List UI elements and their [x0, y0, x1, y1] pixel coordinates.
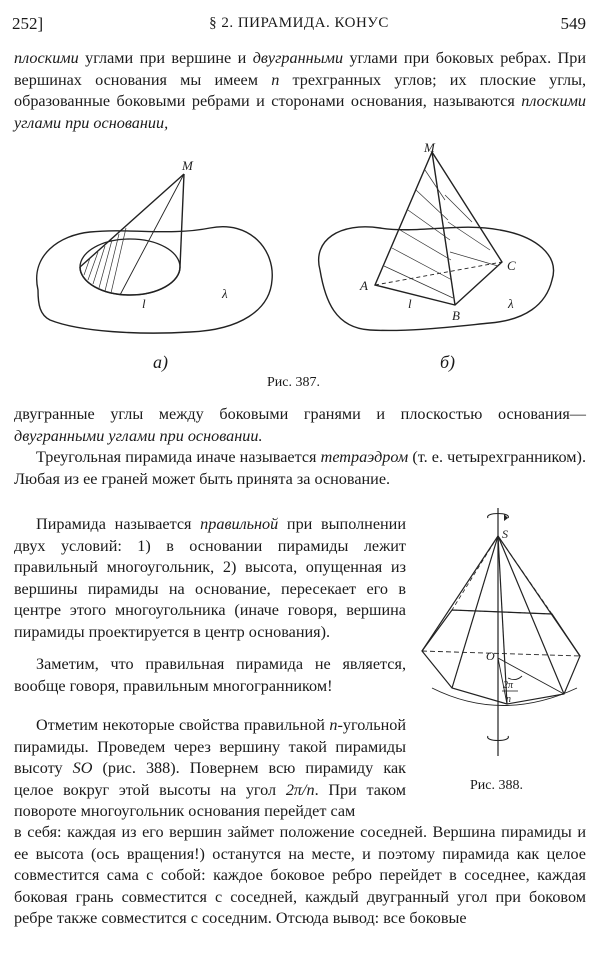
figure-387-caption: Рис. 387. — [267, 375, 320, 390]
pyramid-vertex-c: C — [507, 258, 516, 273]
var-so: SO — [72, 759, 93, 777]
intro-paragraph — [14, 48, 586, 134]
center-label-o: O — [486, 649, 495, 663]
cone-generatrix-label: l — [142, 296, 146, 311]
var-n: n — [271, 70, 280, 89]
text-span: Заметим, что правильная пирамида не является, вообще говоря, правильным многогранником! — [14, 655, 406, 695]
figure-387 — [20, 140, 585, 390]
term-regular: правильной — [200, 515, 279, 533]
var-n: n — [329, 716, 338, 734]
closing-paragraph — [14, 822, 586, 930]
term-base-plane-angles: плоскими углами при основании, — [14, 92, 586, 132]
figure-388-drawing — [412, 508, 592, 758]
text-span: углами при боковых ребрах. При вершинах основания мы имеем — [14, 49, 586, 89]
figure-388 — [412, 508, 592, 798]
text-span: Отметим некоторые свойства правильной — [36, 716, 330, 734]
regular-pyramid-paragraph — [14, 514, 406, 643]
figure-388-caption: Рис. 388. — [470, 778, 523, 793]
text-span: Треугольная пирамида иначе называется — [36, 448, 321, 466]
pyramid-vertex-b: B — [452, 308, 460, 323]
running-header — [12, 14, 586, 40]
apex-label-s: S — [502, 527, 508, 541]
cone-apex-label: M — [182, 158, 193, 173]
pyramid-plane-label: λ — [508, 296, 514, 311]
cone-plane-label: λ — [222, 286, 228, 301]
properties-paragraph — [14, 715, 406, 823]
figure-label-a: а) — [153, 352, 168, 372]
section-ref: 252] — [12, 14, 44, 33]
cone-figure — [37, 158, 273, 333]
term-tetrahedron: тетраэдром — [320, 448, 409, 466]
pyramid-apex-label: M — [424, 140, 435, 155]
pyramid-figure — [319, 140, 554, 330]
text-span: (т. е. четырехгранником). Любая из ее граней может быть принята за основание. — [14, 448, 586, 488]
text-span: углами при вершине и — [78, 49, 253, 67]
note-paragraph — [14, 654, 406, 697]
term-base-dihedral-angles: двугранными углами при основании. — [14, 426, 263, 445]
angle-denominator: n — [506, 694, 511, 705]
text-span: Пирамида называется — [36, 515, 201, 533]
tetrahedron-paragraph — [14, 447, 586, 490]
page-number: 549 — [560, 14, 586, 33]
text-span: в себя: каждая из его вершин займет положение соседней. Вершина пирамиды и ее высота (ось вращения!) останутся на месте, и поэтому пирамида как целое совместится сама с собой: каждое боковое ребро перейдет в соседнее, каждая боковая грань совместится с соседней, каждый двугранный угол при боковом ребре также совместится с соседним. Отсюда вывод: все боковые — [14, 823, 586, 927]
pyramid-edge-label: l — [408, 296, 412, 311]
text-span: двугранные углы между боковыми гранями и плоскостью основания— — [14, 405, 586, 423]
term-dihedral-angles: двугранными — [252, 49, 344, 67]
text-span: . При таком повороте многоугольник основания перейдет сам — [14, 780, 406, 820]
figure-label-b: б) — [440, 352, 456, 372]
text-span: трехгранных углов; их плоские углы, образованные боковыми ребрами и сторонами основания, называются — [14, 70, 587, 110]
dihedral-paragraph — [14, 404, 586, 447]
pyramid-vertex-a: A — [360, 278, 368, 293]
term-plane-angles: плоскими — [14, 49, 79, 67]
text-span: -угольной пирамиды. Проведем через вершину такой пирамиды высоту — [14, 716, 406, 777]
running-title: § 2. ПИРАМИДА. КОНУС — [209, 15, 389, 31]
figure-387-drawing — [20, 140, 585, 390]
text-span: при выполнении двух условий: 1) в основании пирамиды лежит правильный многоугольник, 2) высота, опущенная из вершины пирамиды на основание, пересекает его в центре этого многоугольника (иначе говоря, вершина пирамиды проектируется в центр основания). — [14, 515, 406, 641]
text-span: (рис. 388). Повернем всю пирамиду как целое вокруг этой высоты на угол — [14, 759, 406, 799]
var-angle: 2π/n — [285, 780, 315, 799]
angle-numerator: 2π — [503, 680, 514, 691]
